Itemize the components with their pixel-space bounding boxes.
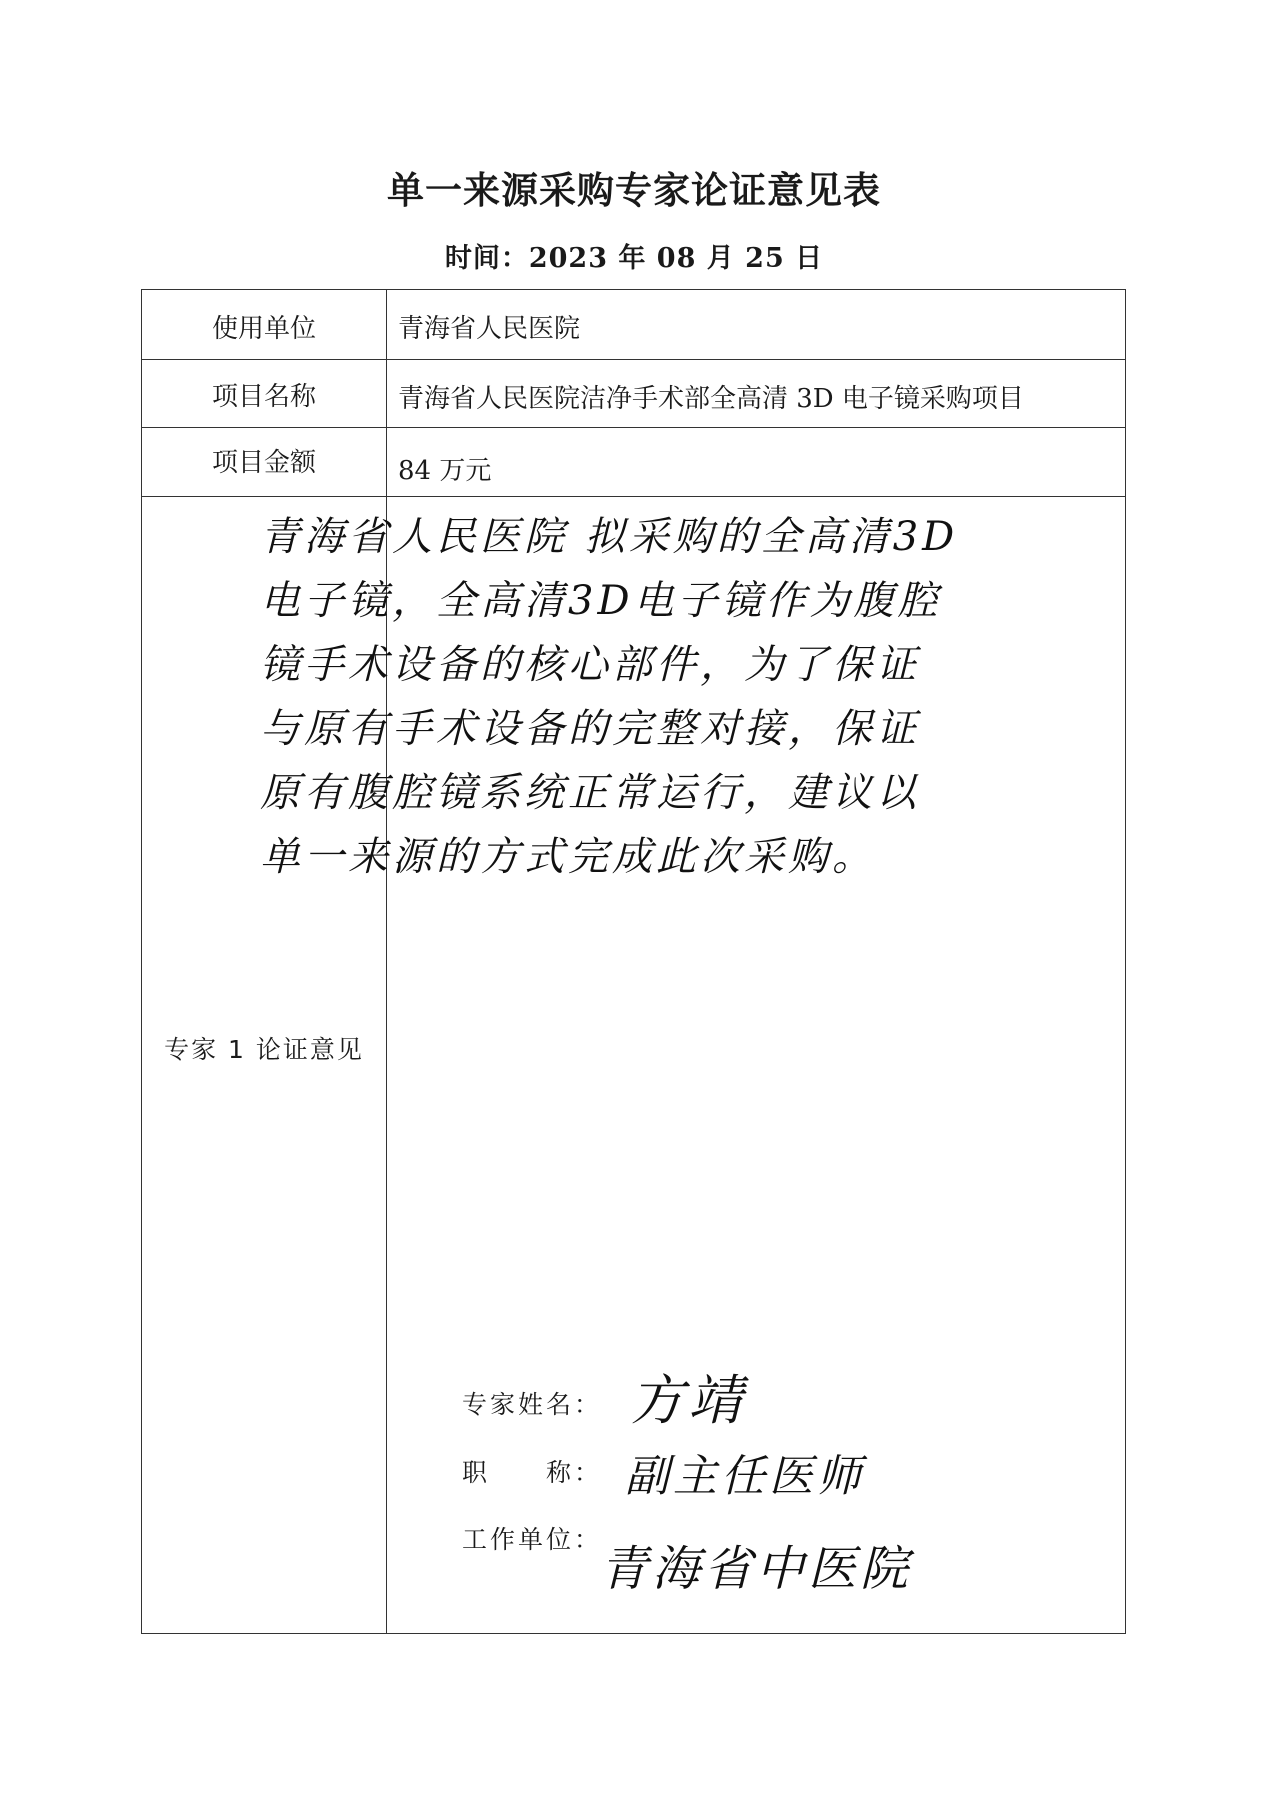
row-project-amount — [142, 428, 1125, 497]
row-project-name — [142, 360, 1125, 428]
project-name-label: 项目名称 — [211, 382, 316, 412]
expert-name-signature: 方靖 — [630, 1369, 746, 1432]
project-amount-value: 84 万元 — [398, 456, 492, 486]
document-title: 单一来源采购专家论证意见表 — [387, 168, 881, 212]
opinion-line: 电子镜，全高清3D电子镜作为腹腔 — [260, 578, 942, 624]
opinion-line: 镜手术设备的核心部件，为了保证 — [260, 642, 920, 688]
opinion-label: 专家 1 论证意见 — [164, 1035, 364, 1064]
project-name-value: 青海省人民医院洁净手术部全高清 3D 电子镜采购项目 — [398, 384, 1024, 414]
row-unit — [142, 290, 1125, 360]
expert-name-label: 专家姓名： — [462, 1390, 603, 1419]
opinion-line: 青海省人民医院 拟采购的全高清3D — [260, 514, 959, 560]
opinion-line: 单一来源的方式完成此次采购。 — [260, 834, 876, 880]
opinion-line: 与原有手术设备的完整对接，保证 — [260, 706, 920, 752]
handwritten-opinion — [260, 505, 980, 889]
title-label: 职 称： — [462, 1458, 603, 1487]
workplace-label: 工作单位： — [462, 1525, 603, 1554]
unit-value: 青海省人民医院 — [398, 314, 581, 344]
unit-label: 使用单位 — [211, 314, 316, 344]
opinion-line: 原有腹腔镜系统正常运行，建议以 — [260, 770, 920, 816]
project-amount-label: 项目金额 — [211, 448, 316, 478]
workplace-value: 青海省中医院 — [600, 1541, 913, 1597]
document-date: 时间：2023 年 08 月 25 日 — [444, 243, 824, 274]
title-value: 副主任医师 — [625, 1451, 865, 1502]
